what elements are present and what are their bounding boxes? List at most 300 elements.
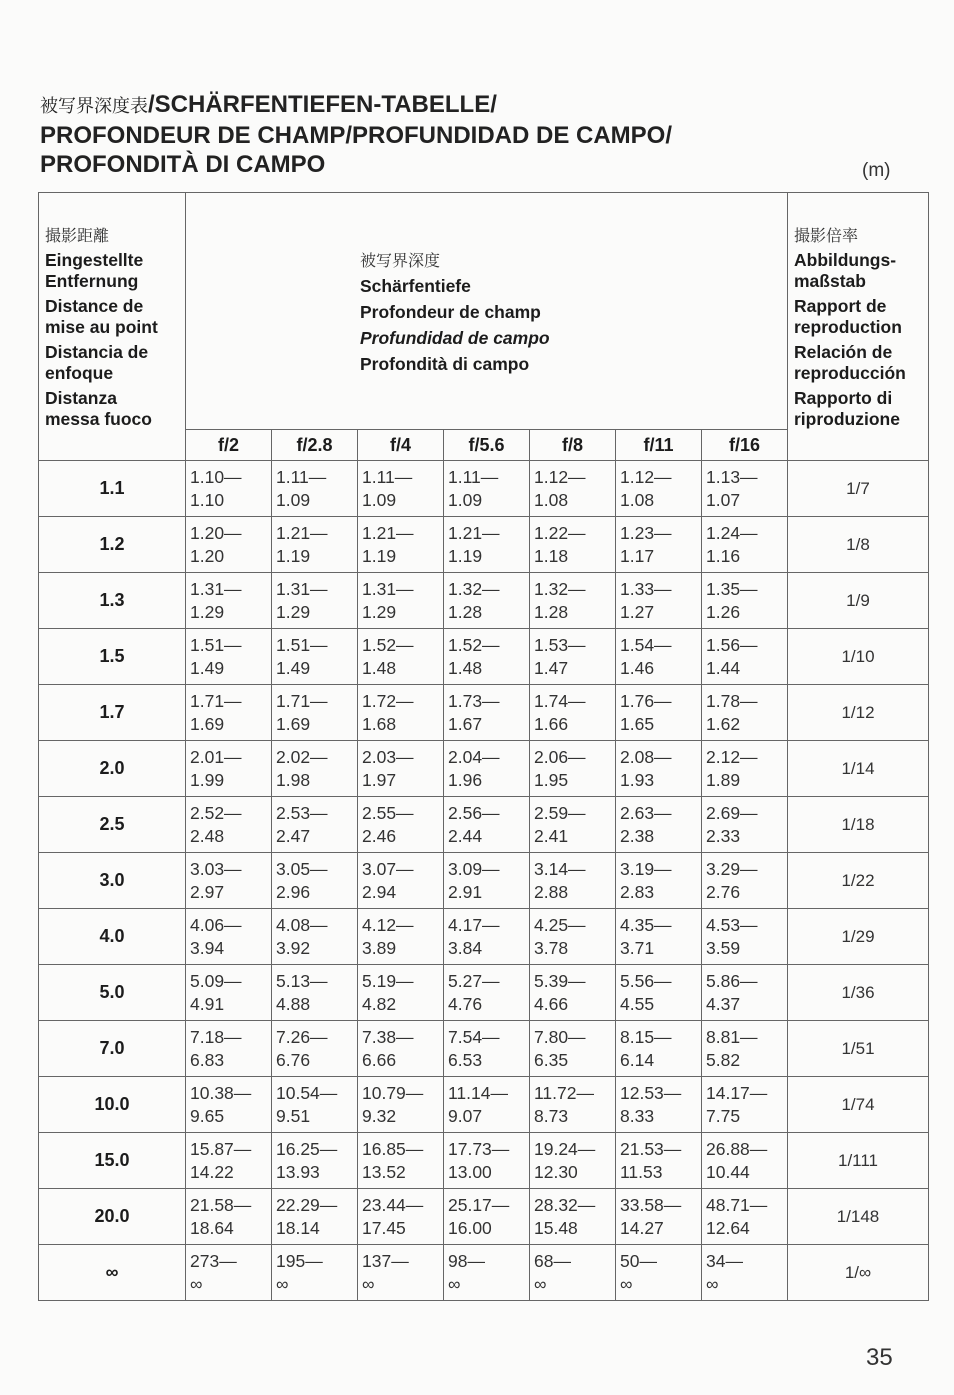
depth-header-cjk: 被写界深度 [360, 250, 441, 270]
depth-cell [702, 1021, 788, 1077]
distance-header-de: Eingestellte Entfernung [45, 250, 144, 291]
aperture-header: f/5.6 [444, 430, 530, 461]
depth-cell [272, 1021, 358, 1077]
far-limit: 5.27— [448, 970, 500, 991]
far-limit: 1.11— [362, 466, 413, 487]
near-limit: 12.30 [534, 1161, 578, 1182]
depth-cell [358, 965, 444, 1021]
near-limit: 1.29 [190, 601, 225, 622]
aperture-header: f/11 [616, 430, 702, 461]
near-limit: 1.48 [448, 657, 483, 678]
far-limit: 11.72— [534, 1082, 594, 1103]
depth-cell [186, 573, 272, 629]
distance-cell: 20.0 [39, 1189, 186, 1245]
aperture-header: f/4 [358, 430, 444, 461]
depth-cell [616, 1077, 702, 1133]
depth-cell [186, 1133, 272, 1189]
depth-cell [272, 461, 358, 517]
depth-cell [530, 965, 616, 1021]
near-limit: 2.76 [706, 881, 741, 902]
depth-cell [186, 965, 272, 1021]
far-limit: 15.87— [190, 1138, 252, 1159]
near-limit: 3.78 [534, 937, 569, 958]
far-limit: 1.12— [620, 466, 672, 487]
near-limit: 2.38 [620, 825, 655, 846]
near-limit: 2.47 [276, 825, 311, 846]
depth-cell [186, 909, 272, 965]
far-limit: 50— [620, 1250, 657, 1271]
near-limit: 1.20 [190, 545, 225, 566]
title-line-3: PROFONDITÀ DI CAMPO [40, 151, 326, 178]
near-limit: 6.66 [362, 1049, 397, 1070]
depth-cell [186, 1077, 272, 1133]
far-limit: 3.09— [448, 858, 500, 879]
near-limit: 2.41 [534, 825, 569, 846]
depth-cell [444, 741, 530, 797]
far-limit: 4.25— [534, 914, 586, 935]
near-limit: 13.00 [448, 1161, 492, 1182]
depth-cell [444, 1133, 530, 1189]
distance-header-es: Distancia de enfoque [45, 342, 149, 383]
far-limit: 1.12— [534, 466, 586, 487]
depth-cell [702, 629, 788, 685]
depth-cell [186, 741, 272, 797]
unit-label: (m) [862, 160, 891, 181]
near-limit: 8.33 [620, 1105, 655, 1126]
header-row [39, 193, 929, 430]
aperture-header: f/2.8 [272, 430, 358, 461]
far-limit: 1.11— [276, 466, 327, 487]
far-limit: 14.17— [706, 1082, 768, 1103]
far-limit: 1.51— [190, 634, 242, 655]
depth-cell [272, 517, 358, 573]
depth-cell [272, 685, 358, 741]
depth-cell [702, 797, 788, 853]
depth-cell [530, 1021, 616, 1077]
depth-cell [358, 517, 444, 573]
far-limit: 1.31— [362, 578, 414, 599]
near-limit: 4.88 [276, 993, 311, 1014]
near-limit: 10.44 [706, 1161, 750, 1182]
far-limit: 4.08— [276, 914, 328, 935]
ratio-header-fr: Rapport de reproduction [794, 296, 902, 337]
near-limit: 13.52 [362, 1161, 406, 1182]
distance-cell: 1.2 [39, 517, 186, 573]
ratio-cell: 1/111 [788, 1133, 929, 1189]
far-limit: 1.20— [190, 522, 242, 543]
depth-cell [530, 741, 616, 797]
far-limit: 1.31— [276, 578, 328, 599]
near-limit: 1.17 [620, 545, 655, 566]
far-limit: 195— [276, 1250, 323, 1271]
depth-cell [530, 629, 616, 685]
far-limit: 3.14— [534, 858, 586, 879]
ratio-cell: 1/29 [788, 909, 929, 965]
depth-cell [702, 1133, 788, 1189]
table-row [39, 685, 929, 741]
depth-header [186, 193, 788, 430]
near-limit: 3.84 [448, 937, 483, 958]
near-limit: 2.83 [620, 881, 655, 902]
ratio-cell: 1/22 [788, 853, 929, 909]
far-limit: 2.12— [706, 746, 758, 767]
aperture-header: f/16 [702, 430, 788, 461]
ratio-cell: 1/7 [788, 461, 929, 517]
near-limit: 1.19 [448, 545, 483, 566]
far-limit: 2.52— [190, 802, 242, 823]
near-limit: ∞ [620, 1273, 633, 1294]
far-limit: 4.53— [706, 914, 758, 935]
near-limit: 6.83 [190, 1049, 225, 1070]
far-limit: 1.52— [362, 634, 414, 655]
near-limit: 1.29 [362, 601, 397, 622]
near-limit: 1.89 [706, 769, 741, 790]
near-limit: 1.98 [276, 769, 311, 790]
far-limit: 2.06— [534, 746, 586, 767]
near-limit: 1.28 [534, 601, 569, 622]
far-limit: 1.71— [276, 690, 328, 711]
depth-cell [444, 573, 530, 629]
table-row [39, 573, 929, 629]
distance-header-cjk: 撮影距離 [45, 226, 110, 245]
depth-cell [358, 797, 444, 853]
near-limit: 1.69 [276, 713, 311, 734]
distance-cell: 4.0 [39, 909, 186, 965]
depth-cell [616, 1189, 702, 1245]
depth-cell [702, 685, 788, 741]
table-row [39, 1133, 929, 1189]
far-limit: 2.01— [190, 746, 242, 767]
depth-cell [530, 461, 616, 517]
ratio-header-de: Abbildungs-maßstab [794, 250, 897, 291]
near-limit: 1.49 [190, 657, 225, 678]
distance-cell: 7.0 [39, 1021, 186, 1077]
far-limit: 16.85— [362, 1138, 424, 1159]
near-limit: 1.19 [276, 545, 311, 566]
depth-header-fr: Profondeur de champ [360, 301, 541, 322]
depth-cell [530, 797, 616, 853]
near-limit: 4.55 [620, 993, 655, 1014]
depth-cell [358, 1133, 444, 1189]
far-limit: 2.63— [620, 802, 672, 823]
distance-cell: 1.1 [39, 461, 186, 517]
depth-cell [616, 741, 702, 797]
far-limit: 2.69— [706, 802, 758, 823]
ratio-cell: 1/51 [788, 1021, 929, 1077]
distance-cell: 10.0 [39, 1077, 186, 1133]
far-limit: 2.53— [276, 802, 328, 823]
near-limit: 16.00 [448, 1217, 492, 1238]
far-limit: 25.17— [448, 1194, 510, 1215]
page-number: 35 [866, 1344, 893, 1371]
far-limit: 5.39— [534, 970, 586, 991]
near-limit: 1.95 [534, 769, 569, 790]
near-limit: 12.64 [706, 1217, 750, 1238]
near-limit: 3.94 [190, 937, 225, 958]
depth-cell [616, 797, 702, 853]
depth-cell [444, 1021, 530, 1077]
far-limit: 1.53— [534, 634, 586, 655]
far-limit: 33.58— [620, 1194, 682, 1215]
distance-cell: 1.3 [39, 573, 186, 629]
near-limit: 2.46 [362, 825, 397, 846]
far-limit: 2.08— [620, 746, 672, 767]
depth-cell [616, 853, 702, 909]
depth-cell [358, 1189, 444, 1245]
depth-cell [272, 1077, 358, 1133]
far-limit: 1.13— [706, 466, 758, 487]
near-limit: 9.65 [190, 1105, 225, 1126]
far-limit: 26.88— [706, 1138, 768, 1159]
far-limit: 7.26— [276, 1026, 328, 1047]
depth-cell [444, 853, 530, 909]
far-limit: 1.56— [706, 634, 758, 655]
near-limit: 3.71 [620, 937, 655, 958]
far-limit: 10.54— [276, 1082, 338, 1103]
depth-cell [530, 1133, 616, 1189]
ratio-cell: 1/10 [788, 629, 929, 685]
far-limit: 23.44— [362, 1194, 424, 1215]
near-limit: ∞ [448, 1273, 461, 1294]
depth-cell [702, 741, 788, 797]
far-limit: 3.19— [620, 858, 672, 879]
depth-cell [702, 909, 788, 965]
far-limit: 2.04— [448, 746, 500, 767]
depth-cell [186, 629, 272, 685]
far-limit: 1.54— [620, 634, 672, 655]
table-row [39, 461, 929, 517]
distance-cell: 3.0 [39, 853, 186, 909]
far-limit: 16.25— [276, 1138, 338, 1159]
depth-cell [616, 909, 702, 965]
far-limit: 5.09— [190, 970, 242, 991]
near-limit: 11.53 [620, 1161, 663, 1182]
near-limit: ∞ [534, 1273, 547, 1294]
title-de: /SCHÄRFENTIEFEN-TABELLE/ [148, 91, 497, 118]
depth-cell [702, 461, 788, 517]
far-limit: 22.29— [276, 1194, 338, 1215]
near-limit: 3.89 [362, 937, 397, 958]
depth-cell [616, 517, 702, 573]
near-limit: 6.53 [448, 1049, 483, 1070]
table-row [39, 1189, 929, 1245]
far-limit: 137— [362, 1250, 409, 1271]
far-limit: 1.21— [362, 522, 414, 543]
far-limit: 21.53— [620, 1138, 682, 1159]
depth-cell [358, 685, 444, 741]
near-limit: 1.27 [620, 601, 655, 622]
depth-cell [444, 909, 530, 965]
far-limit: 1.72— [362, 690, 414, 711]
table-row [39, 909, 929, 965]
near-limit: 2.94 [362, 881, 397, 902]
depth-cell [272, 741, 358, 797]
distance-cell: 2.5 [39, 797, 186, 853]
depth-header-es: Profundidad de campo [360, 327, 550, 348]
ratio-header-cjk: 撮影倍率 [794, 226, 859, 245]
title-line-2: PROFONDEUR DE CHAMP/PROFUNDIDAD DE CAMPO/ [40, 122, 673, 149]
near-limit: 18.64 [190, 1217, 234, 1238]
far-limit: 5.13— [276, 970, 328, 991]
depth-cell [616, 629, 702, 685]
depth-cell [272, 853, 358, 909]
near-limit: 14.27 [620, 1217, 664, 1238]
title-cjk: 被写界深度表 [40, 96, 148, 116]
depth-cell [272, 797, 358, 853]
distance-cell: 2.0 [39, 741, 186, 797]
far-limit: 2.02— [276, 746, 328, 767]
near-limit: 2.96 [276, 881, 311, 902]
depth-cell [702, 853, 788, 909]
depth-cell [444, 517, 530, 573]
far-limit: 1.32— [534, 578, 586, 599]
near-limit: 8.73 [534, 1105, 569, 1126]
far-limit: 3.07— [362, 858, 414, 879]
depth-cell [186, 1021, 272, 1077]
far-limit: 1.21— [276, 522, 328, 543]
depth-cell [616, 1245, 702, 1301]
ratio-cell: 1/9 [788, 573, 929, 629]
near-limit: 1.66 [534, 713, 569, 734]
depth-cell [530, 517, 616, 573]
near-limit: 1.65 [620, 713, 655, 734]
near-limit: 9.07 [448, 1105, 483, 1126]
far-limit: 19.24— [534, 1138, 596, 1159]
depth-cell [530, 1077, 616, 1133]
depth-cell [272, 909, 358, 965]
near-limit: 1.18 [534, 545, 569, 566]
table-row [39, 1077, 929, 1133]
depth-cell [702, 1077, 788, 1133]
depth-cell [358, 461, 444, 517]
far-limit: 1.24— [706, 522, 758, 543]
near-limit: 4.82 [362, 993, 397, 1014]
ratio-cell: 1/∞ [788, 1245, 929, 1301]
depth-cell [186, 685, 272, 741]
far-limit: 4.12— [362, 914, 414, 935]
depth-cell [358, 1245, 444, 1301]
table-row [39, 517, 929, 573]
depth-cell [186, 797, 272, 853]
far-limit: 7.80— [534, 1026, 586, 1047]
depth-cell [702, 1189, 788, 1245]
depth-cell [444, 797, 530, 853]
depth-cell [616, 965, 702, 1021]
near-limit: 6.35 [534, 1049, 569, 1070]
near-limit: 2.97 [190, 881, 225, 902]
near-limit: 1.10 [190, 489, 225, 510]
far-limit: 2.03— [362, 746, 414, 767]
near-limit: 1.16 [706, 545, 741, 566]
far-limit: 12.53— [620, 1082, 682, 1103]
far-limit: 1.22— [534, 522, 586, 543]
ratio-cell: 1/14 [788, 741, 929, 797]
ratio-header-it: Rapporto di riproduzione [794, 388, 900, 429]
table-row [39, 965, 929, 1021]
near-limit: 4.91 [190, 993, 225, 1014]
far-limit: 3.03— [190, 858, 242, 879]
far-limit: 10.38— [190, 1082, 252, 1103]
far-limit: 5.56— [620, 970, 672, 991]
near-limit: 1.47 [534, 657, 569, 678]
near-limit: 2.33 [706, 825, 741, 846]
far-limit: 1.73— [448, 690, 500, 711]
near-limit: 2.44 [448, 825, 483, 846]
near-limit: 6.14 [620, 1049, 655, 1070]
distance-cell: 5.0 [39, 965, 186, 1021]
far-limit: 1.51— [276, 634, 328, 655]
far-limit: 4.06— [190, 914, 242, 935]
distance-cell: 15.0 [39, 1133, 186, 1189]
near-limit: ∞ [362, 1273, 375, 1294]
far-limit: 1.33— [620, 578, 672, 599]
near-limit: 4.66 [534, 993, 569, 1014]
distance-header [39, 193, 186, 461]
near-limit: 1.26 [706, 601, 741, 622]
far-limit: 68— [534, 1250, 571, 1271]
far-limit: 4.17— [448, 914, 500, 935]
far-limit: 5.19— [362, 970, 414, 991]
far-limit: 8.81— [706, 1026, 758, 1047]
near-limit: 1.29 [276, 601, 311, 622]
depth-cell [616, 573, 702, 629]
table-row [39, 629, 929, 685]
near-limit: 2.88 [534, 881, 569, 902]
ratio-cell: 1/148 [788, 1189, 929, 1245]
depth-cell [186, 1189, 272, 1245]
depth-cell [616, 1021, 702, 1077]
near-limit: 1.19 [362, 545, 397, 566]
near-limit: 1.48 [362, 657, 397, 678]
depth-cell [444, 965, 530, 1021]
depth-cell [272, 1245, 358, 1301]
table-row [39, 1021, 929, 1077]
depth-cell [444, 1189, 530, 1245]
near-limit: 4.76 [448, 993, 483, 1014]
distance-header-fr: Distance de mise au point [45, 296, 158, 337]
depth-cell [186, 461, 272, 517]
near-limit: 1.62 [706, 713, 741, 734]
near-limit: 6.76 [276, 1049, 311, 1070]
ratio-header [788, 193, 929, 461]
near-limit: ∞ [706, 1273, 719, 1294]
depth-cell [702, 1245, 788, 1301]
depth-cell [186, 853, 272, 909]
depth-cell [272, 1133, 358, 1189]
near-limit: 4.37 [706, 993, 741, 1014]
depth-cell [272, 629, 358, 685]
far-limit: 98— [448, 1250, 485, 1271]
depth-cell [530, 685, 616, 741]
far-limit: 1.32— [448, 578, 500, 599]
distance-cell: ∞ [39, 1245, 186, 1301]
depth-cell [358, 1021, 444, 1077]
depth-cell [530, 1189, 616, 1245]
ratio-cell: 1/12 [788, 685, 929, 741]
depth-cell [444, 461, 530, 517]
near-limit: 1.97 [362, 769, 397, 790]
aperture-header: f/8 [530, 430, 616, 461]
near-limit: 7.75 [706, 1105, 741, 1126]
far-limit: 28.32— [534, 1194, 596, 1215]
distance-cell: 1.5 [39, 629, 186, 685]
depth-cell [530, 573, 616, 629]
depth-cell [186, 517, 272, 573]
ratio-cell: 1/74 [788, 1077, 929, 1133]
distance-header-it: Distanza messa fuoco [45, 388, 152, 429]
near-limit: 1.28 [448, 601, 483, 622]
near-limit: 14.22 [190, 1161, 234, 1182]
